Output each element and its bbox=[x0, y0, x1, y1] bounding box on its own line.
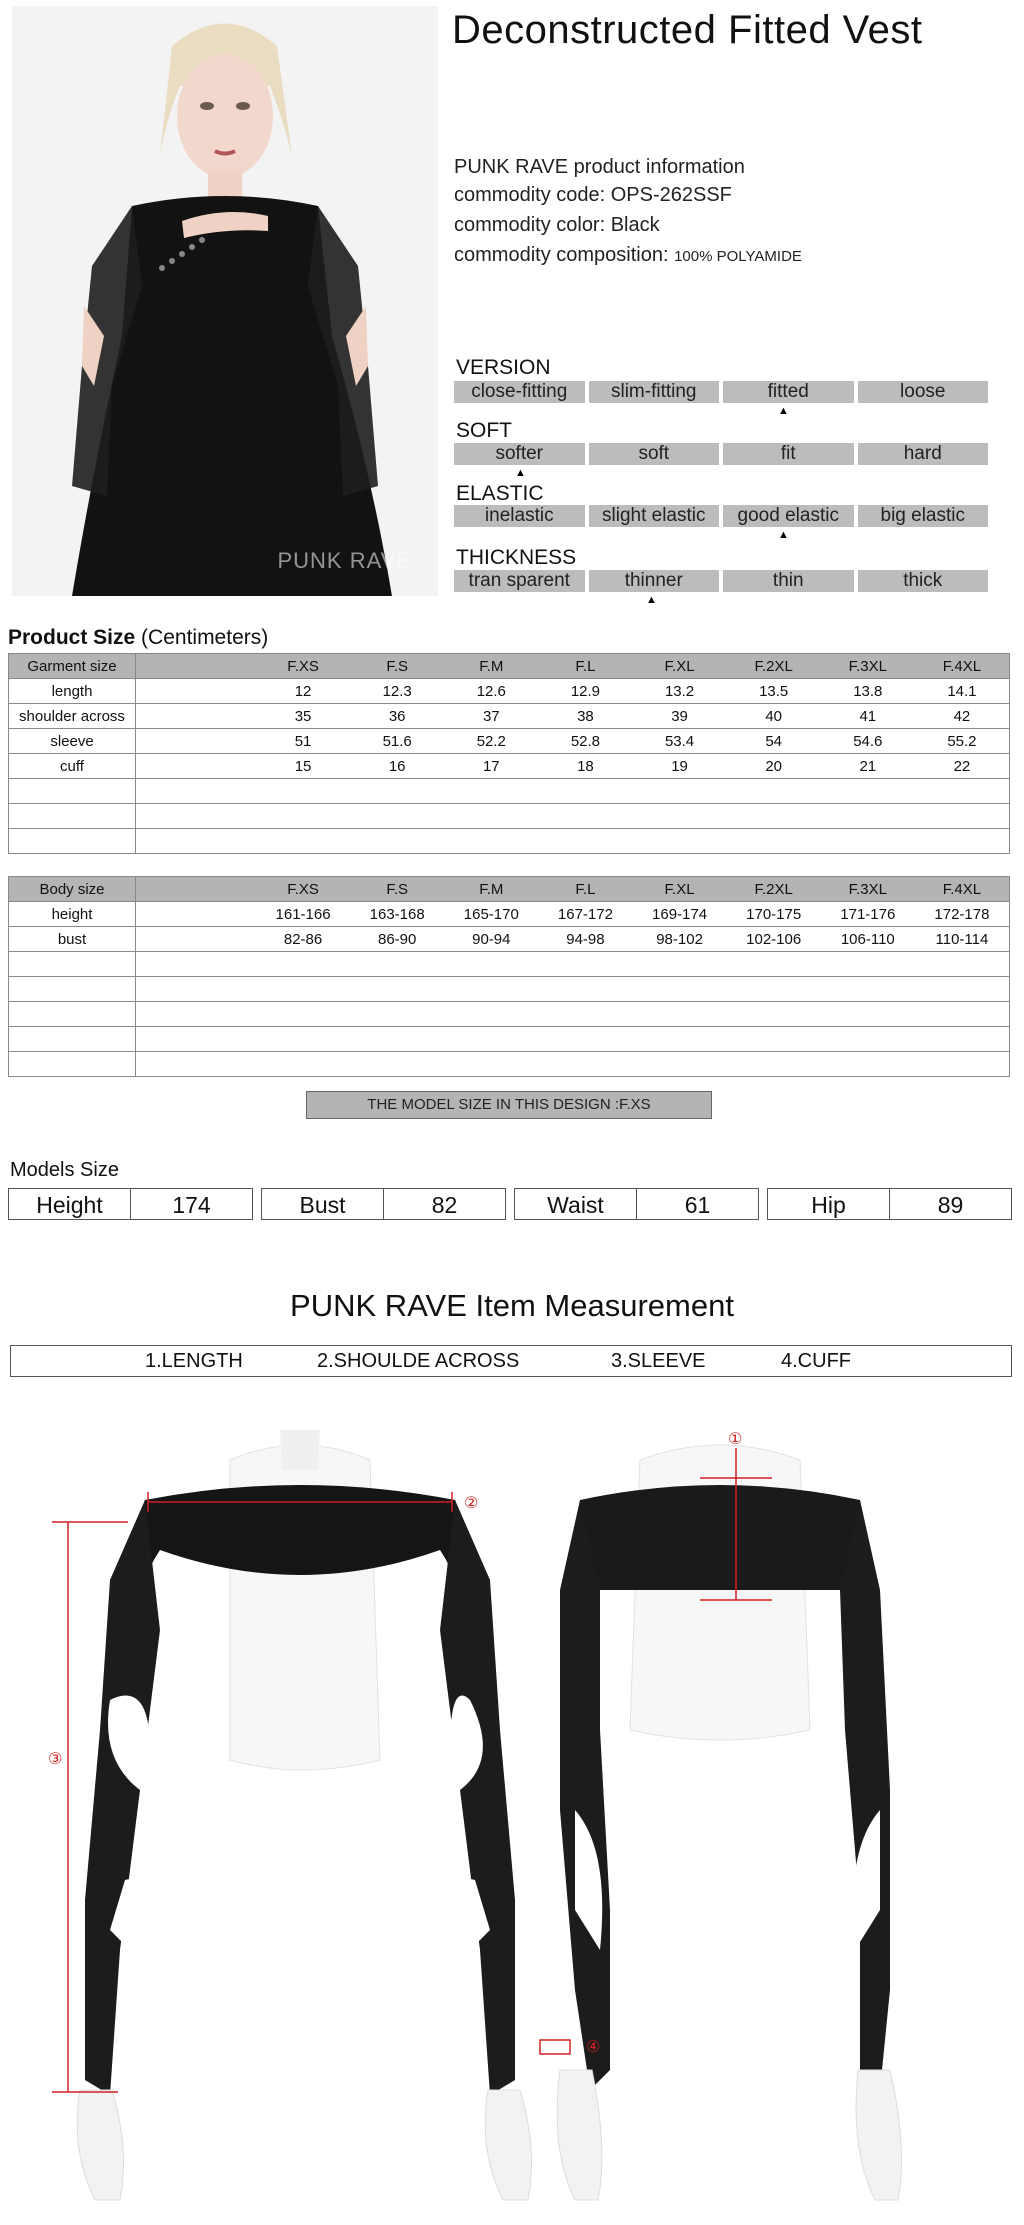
table-row bbox=[9, 902, 1010, 927]
size-header: F.S bbox=[386, 880, 409, 898]
size-header: F.M bbox=[479, 880, 504, 898]
product-size-heading: Product Size bbox=[8, 626, 136, 649]
product-size-title bbox=[8, 626, 268, 650]
table-row bbox=[9, 704, 1010, 729]
table-cell: 52.2 bbox=[476, 732, 506, 750]
size-header: F.3XL bbox=[848, 880, 887, 898]
table-header-label: Body size bbox=[9, 877, 136, 902]
legend-item: 3.SLEEVE bbox=[611, 1350, 706, 1372]
marker-one: ① bbox=[728, 1430, 743, 1448]
attr-label-elastic: ELASTIC bbox=[456, 482, 544, 505]
empty-row bbox=[9, 1052, 1010, 1077]
body-size-table bbox=[8, 876, 1010, 1077]
attr-option-selected: fitted bbox=[723, 381, 854, 403]
size-header: F.M bbox=[479, 657, 504, 675]
table-cell: 165-170 bbox=[463, 905, 519, 923]
product-size-unit: (Centimeters) bbox=[141, 626, 269, 649]
table-cell: 167-172 bbox=[557, 905, 613, 923]
size-header: F.3XL bbox=[848, 657, 887, 675]
marker-four: ④ bbox=[586, 2037, 601, 2056]
table-row bbox=[9, 927, 1010, 952]
attr-label-version: VERSION bbox=[456, 356, 551, 379]
table-cell: 40 bbox=[765, 707, 783, 725]
commodity-color bbox=[454, 214, 660, 237]
table-cell: 106-110 bbox=[840, 930, 895, 948]
measurement-title: PUNK RAVE Item Measurement bbox=[290, 1288, 734, 1323]
table-row bbox=[9, 679, 1010, 704]
front-view bbox=[52, 1430, 532, 2200]
selected-marker-icon: ▲ bbox=[646, 594, 657, 606]
composition-value: 100% POLYAMIDE bbox=[674, 248, 802, 265]
attr-row-elastic bbox=[454, 505, 988, 527]
attr-label-thickness: THICKNESS bbox=[456, 546, 577, 569]
model-size-note: THE MODEL SIZE IN THIS DESIGN :F.XS bbox=[306, 1091, 712, 1119]
attr-option: close-fitting bbox=[454, 381, 585, 403]
model-measure-bust bbox=[261, 1188, 506, 1220]
empty-row bbox=[9, 1002, 1010, 1027]
table-cell: 20 bbox=[765, 757, 783, 775]
table-header-row bbox=[9, 877, 1010, 902]
table-cell: 41 bbox=[859, 707, 877, 725]
model-measure-height bbox=[8, 1188, 253, 1220]
selected-marker-icon: ▲ bbox=[778, 529, 789, 541]
table-cell: 37 bbox=[482, 707, 500, 725]
measure-value: 174 bbox=[130, 1189, 252, 1219]
attr-option: slight elastic bbox=[589, 505, 720, 527]
composition-label: commodity composition: bbox=[454, 244, 669, 266]
size-header: F.L bbox=[575, 880, 596, 898]
attr-label-soft: SOFT bbox=[456, 419, 512, 442]
info-heading: PUNK RAVE product information bbox=[454, 156, 745, 178]
attr-option: thin bbox=[723, 570, 854, 592]
table-cell: 172-178 bbox=[934, 905, 990, 923]
table-cell: 35 bbox=[294, 707, 312, 725]
measure-value: 89 bbox=[889, 1189, 1011, 1219]
marker-two: ② bbox=[464, 1493, 479, 1512]
table-row bbox=[9, 754, 1010, 779]
attr-option: inelastic bbox=[454, 505, 585, 527]
measure-label: Bust bbox=[299, 1192, 346, 1218]
empty-row bbox=[9, 952, 1010, 977]
table-cell: 22 bbox=[953, 757, 971, 775]
size-header: F.XS bbox=[287, 657, 319, 675]
measurement-figures bbox=[0, 1430, 1024, 2220]
size-header: F.S bbox=[386, 657, 409, 675]
code-value: OPS-262SSF bbox=[610, 184, 732, 206]
table-cell: 54 bbox=[765, 732, 783, 750]
table-cell: 15 bbox=[294, 757, 312, 775]
table-cell: 110-114 bbox=[935, 930, 989, 948]
table-cell: 55.2 bbox=[947, 732, 977, 750]
code-label: commodity code: bbox=[454, 184, 606, 206]
table-header-label: Garment size bbox=[9, 654, 136, 679]
legend-item: 1.LENGTH bbox=[145, 1350, 243, 1372]
row-label: cuff bbox=[9, 754, 136, 779]
table-cell: 51 bbox=[294, 732, 312, 750]
empty-row bbox=[9, 804, 1010, 829]
size-header: F.XL bbox=[664, 880, 695, 898]
back-view bbox=[540, 1445, 902, 2200]
row-label: bust bbox=[9, 927, 136, 952]
attr-option: slim-fitting bbox=[589, 381, 720, 403]
marker-three: ③ bbox=[48, 1749, 63, 1768]
empty-row bbox=[9, 1027, 1010, 1052]
size-header: F.XL bbox=[664, 657, 695, 675]
product-photo bbox=[12, 6, 438, 596]
table-cell: 90-94 bbox=[472, 930, 511, 948]
attr-row-thickness bbox=[454, 570, 988, 592]
models-size-row bbox=[8, 1188, 1012, 1220]
size-header: F.4XL bbox=[942, 657, 982, 675]
row-label: height bbox=[9, 902, 136, 927]
commodity-code bbox=[454, 184, 732, 207]
table-cell: 19 bbox=[671, 757, 688, 775]
model-measure-waist bbox=[514, 1188, 759, 1220]
table-cell: 102-106 bbox=[746, 930, 802, 948]
table-cell: 17 bbox=[482, 757, 500, 775]
table-cell: 51.6 bbox=[382, 732, 412, 750]
row-label: sleeve bbox=[9, 729, 136, 754]
table-cell: 98-102 bbox=[656, 930, 703, 948]
size-header: F.L bbox=[575, 657, 596, 675]
table-cell: 54.6 bbox=[853, 732, 883, 750]
row-label: shoulder across bbox=[9, 704, 136, 729]
garment-size-table bbox=[8, 653, 1010, 854]
table-cell: 18 bbox=[577, 757, 594, 775]
row-label: length bbox=[9, 679, 136, 704]
table-cell: 38 bbox=[577, 707, 594, 725]
measure-label: Waist bbox=[547, 1192, 604, 1218]
attr-option: hard bbox=[858, 443, 989, 465]
brand-watermark: PUNK RAVE bbox=[277, 548, 412, 573]
table-cell: 170-175 bbox=[746, 905, 802, 923]
table-cell: 12.6 bbox=[476, 682, 506, 700]
table-cell: 163-168 bbox=[369, 905, 425, 923]
table-cell: 14.1 bbox=[947, 682, 977, 700]
table-cell: 86-90 bbox=[378, 930, 417, 948]
garment-diagram bbox=[0, 1430, 1024, 2220]
table-cell: 12 bbox=[294, 682, 312, 700]
measure-value: 61 bbox=[636, 1189, 758, 1219]
color-label: commodity color: bbox=[454, 214, 606, 236]
table-cell: 13.8 bbox=[853, 682, 883, 700]
measure-label: Hip bbox=[811, 1192, 846, 1218]
size-header: F.2XL bbox=[754, 880, 793, 898]
selected-marker-icon: ▲ bbox=[778, 405, 789, 417]
table-cell: 39 bbox=[671, 707, 688, 725]
table-cell: 161-166 bbox=[275, 905, 331, 923]
size-header: F.XS bbox=[287, 880, 319, 898]
table-row bbox=[9, 729, 1010, 754]
empty-row bbox=[9, 779, 1010, 804]
table-cell: 16 bbox=[388, 757, 406, 775]
legend-item: 4.CUFF bbox=[781, 1350, 851, 1372]
table-cell: 12.3 bbox=[382, 682, 412, 700]
attr-option-selected: softer bbox=[454, 443, 585, 465]
table-cell: 42 bbox=[953, 707, 971, 725]
table-header-row bbox=[9, 654, 1010, 679]
table-cell: 94-98 bbox=[566, 930, 605, 948]
attr-option: soft bbox=[589, 443, 720, 465]
color-value: Black bbox=[610, 214, 660, 236]
commodity-composition bbox=[454, 244, 802, 267]
selected-marker-icon: ▲ bbox=[515, 467, 526, 479]
table-cell: 171-176 bbox=[840, 905, 896, 923]
models-size-title: Models Size bbox=[10, 1159, 119, 1181]
attr-option: loose bbox=[858, 381, 989, 403]
table-cell: 12.9 bbox=[570, 682, 601, 700]
attr-option-selected: good elastic bbox=[723, 505, 854, 527]
legend-item: 2.SHOULDE ACROSS bbox=[317, 1350, 520, 1372]
measure-value: 82 bbox=[383, 1189, 505, 1219]
table-cell: 36 bbox=[388, 707, 406, 725]
table-cell: 13.5 bbox=[759, 682, 789, 700]
model-measure-hip bbox=[767, 1188, 1012, 1220]
table-cell: 21 bbox=[859, 757, 877, 775]
attr-option: tran sparent bbox=[454, 570, 585, 592]
attr-option: big elastic bbox=[858, 505, 989, 527]
product-title: Deconstructed Fitted Vest bbox=[452, 8, 923, 52]
size-header: F.2XL bbox=[754, 657, 793, 675]
table-cell: 13.2 bbox=[664, 682, 695, 700]
attr-row-soft bbox=[454, 443, 988, 465]
table-cell: 169-174 bbox=[652, 905, 708, 923]
attr-option: thick bbox=[858, 570, 989, 592]
table-cell: 53.4 bbox=[664, 732, 695, 750]
model-photo-illustration bbox=[12, 6, 438, 596]
table-cell: 52.8 bbox=[570, 732, 601, 750]
measure-label: Height bbox=[36, 1192, 103, 1218]
empty-row bbox=[9, 829, 1010, 854]
attr-row-version bbox=[454, 381, 988, 403]
table-cell: 82-86 bbox=[283, 930, 323, 948]
empty-row bbox=[9, 977, 1010, 1002]
size-header: F.4XL bbox=[942, 880, 982, 898]
measurement-legend bbox=[10, 1345, 1012, 1377]
attr-option-selected: thinner bbox=[589, 570, 720, 592]
attr-option: fit bbox=[723, 443, 854, 465]
